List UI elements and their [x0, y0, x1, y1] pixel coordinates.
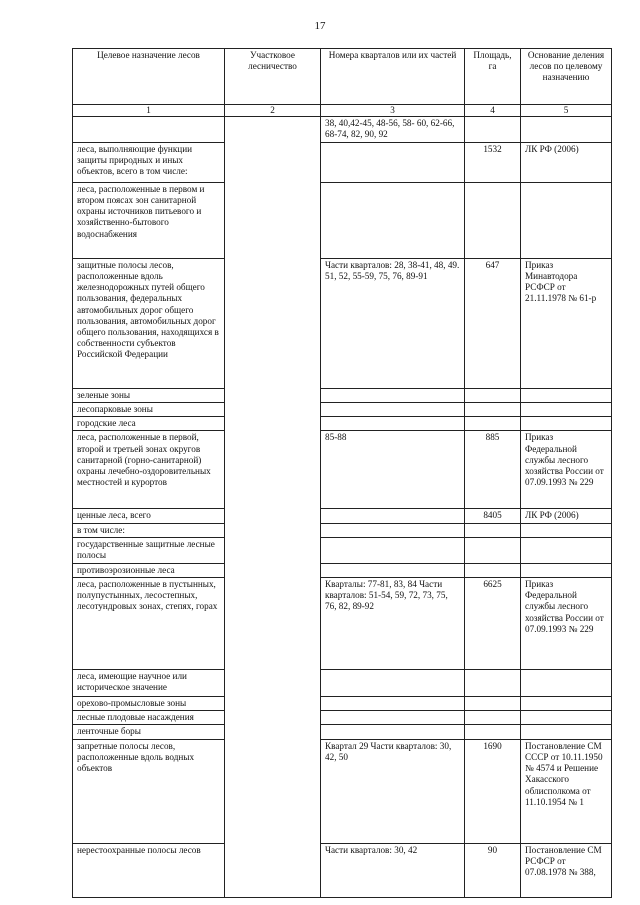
purpose-cell: леса, выполняющие функции защиты природных и иных объектов, всего в том числе:	[73, 142, 225, 182]
col-number: 4	[465, 105, 521, 117]
basis-cell	[521, 182, 612, 258]
table-row	[73, 417, 612, 431]
basis-cell: ЛК РФ (2006)	[521, 509, 612, 523]
purpose-cell	[73, 117, 225, 142]
purpose-cell: леса, расположенные в первом и втором поясах зон санитарной охраны источников питьевого и хозяйственно-бытового водоснабжения	[73, 182, 225, 258]
header-purpose: Целевое назначение лесов	[73, 49, 225, 105]
area-cell: 8405	[465, 509, 521, 523]
area-cell: 90	[465, 843, 521, 897]
purpose-cell: нерестоохранные полосы лесов	[73, 843, 225, 897]
quarters-cell	[321, 388, 465, 402]
header-area: Площадь, га	[465, 49, 521, 105]
area-cell: 647	[465, 258, 521, 388]
quarters-cell	[321, 696, 465, 710]
area-cell	[465, 117, 521, 142]
basis-cell	[521, 523, 612, 537]
basis-cell	[521, 711, 612, 725]
area-cell: 885	[465, 431, 521, 509]
quarters-cell: 38, 40,42-45, 48-56, 58- 60, 62-66, 68-74, 82, 90, 92	[321, 117, 465, 142]
table-row	[73, 843, 612, 897]
col-number: 5	[521, 105, 612, 117]
purpose-cell: лесные плодовые насаждения	[73, 711, 225, 725]
basis-cell	[521, 388, 612, 402]
table-row	[73, 388, 612, 402]
col-number: 1	[73, 105, 225, 117]
table-row	[73, 563, 612, 577]
area-cell	[465, 182, 521, 258]
area-cell	[465, 402, 521, 416]
basis-cell	[521, 563, 612, 577]
forest-purpose-table	[72, 48, 612, 898]
basis-cell	[521, 402, 612, 416]
quarters-cell: Кварталы: 77-81, 83, 84 Части кварталов: 51-54, 59, 72, 73, 75, 76, 82, 89-92	[321, 577, 465, 669]
area-cell	[465, 388, 521, 402]
basis-cell	[521, 117, 612, 142]
area-cell	[465, 711, 521, 725]
basis-cell: Приказ Минавтодора РСФСР от 21.11.1978 № 61-р	[521, 258, 612, 388]
quarters-cell	[321, 563, 465, 577]
purpose-cell: лесопарковые зоны	[73, 402, 225, 416]
table-row	[73, 711, 612, 725]
quarters-cell: Части кварталов: 30, 42	[321, 843, 465, 897]
forestry-cell	[225, 117, 321, 897]
table-row	[73, 402, 612, 416]
quarters-cell	[321, 417, 465, 431]
purpose-cell: государственные защитные лесные полосы	[73, 537, 225, 563]
table-row	[73, 669, 612, 696]
table-row	[73, 182, 612, 258]
quarters-cell	[321, 725, 465, 739]
purpose-cell: леса, расположенные в первой, второй и третьей зонах округов санитарной (горно-санитарной) охраны лечебно-оздоровительных местностей и курортов	[73, 431, 225, 509]
table-row	[73, 142, 612, 182]
area-cell	[465, 563, 521, 577]
purpose-cell: ценные леса, всего	[73, 509, 225, 523]
table-row	[73, 739, 612, 843]
quarters-cell	[321, 537, 465, 563]
purpose-cell: противоэрозионные леса	[73, 563, 225, 577]
area-cell	[465, 725, 521, 739]
purpose-cell: городские леса	[73, 417, 225, 431]
table-row	[73, 696, 612, 710]
area-cell	[465, 417, 521, 431]
quarters-cell	[321, 523, 465, 537]
purpose-cell: в том числе:	[73, 523, 225, 537]
basis-cell	[521, 696, 612, 710]
quarters-cell: 85-88	[321, 431, 465, 509]
table-row	[73, 577, 612, 669]
header-quarters: Номера кварталов или их частей	[321, 49, 465, 105]
table-row	[73, 509, 612, 523]
basis-cell: Постановление СМ СССР от 10.11.1950 № 4574 и Решение Хакасского облисполкома от 11.10.1954 № 1	[521, 739, 612, 843]
area-cell: 1690	[465, 739, 521, 843]
quarters-cell	[321, 182, 465, 258]
table-row	[73, 523, 612, 537]
basis-cell: ЛК РФ (2006)	[521, 142, 612, 182]
basis-cell: Приказ Федеральной службы лесного хозяйства России от 07.09.1993 № 229	[521, 577, 612, 669]
area-cell: 6625	[465, 577, 521, 669]
header-basis: Основание деления лесов по целевому назначению	[521, 49, 612, 105]
basis-cell	[521, 725, 612, 739]
purpose-cell: защитные полосы лесов, расположенные вдоль железнодорожных путей общего пользования, федеральных автомобильных дорог общего пользования, автомобильных дорог общего пользования, находящихся в собственности субъектов Российской Федерации	[73, 258, 225, 388]
quarters-cell: Квартал 29 Части кварталов: 30, 42, 50	[321, 739, 465, 843]
basis-cell	[521, 417, 612, 431]
area-cell	[465, 669, 521, 696]
col-number: 3	[321, 105, 465, 117]
basis-cell: Постановление СМ РСФСР от 07.08.1978 № 388,	[521, 843, 612, 897]
area-cell	[465, 537, 521, 563]
table-row	[73, 725, 612, 739]
purpose-cell: леса, имеющие научное или историческое значение	[73, 669, 225, 696]
table-row	[73, 117, 612, 142]
basis-cell	[521, 669, 612, 696]
quarters-cell	[321, 669, 465, 696]
table-row	[73, 537, 612, 563]
header-forestry: Участковое лесничество	[225, 49, 321, 105]
area-cell	[465, 523, 521, 537]
page-number: 17	[314, 20, 326, 32]
purpose-cell: ленточные боры	[73, 725, 225, 739]
quarters-cell	[321, 142, 465, 182]
quarters-cell	[321, 711, 465, 725]
area-cell	[465, 696, 521, 710]
purpose-cell: запретные полосы лесов, расположенные вдоль водных объектов	[73, 739, 225, 843]
col-number: 2	[225, 105, 321, 117]
purpose-cell: орехово-промысловые зоны	[73, 696, 225, 710]
purpose-cell: зеленые зоны	[73, 388, 225, 402]
basis-cell	[521, 537, 612, 563]
basis-cell: Приказ Федеральной службы лесного хозяйства России от 07.09.1993 № 229	[521, 431, 612, 509]
purpose-cell: леса, расположенные в пустынных, полупустынных, лесостепных, лесотундровых зонах, степях, горах	[73, 577, 225, 669]
quarters-cell: Части кварталов: 28, 38-41, 48, 49. 51, 52, 55-59, 75, 76, 89-91	[321, 258, 465, 388]
quarters-cell	[321, 402, 465, 416]
table-row	[73, 258, 612, 388]
table-row	[73, 431, 612, 509]
quarters-cell	[321, 509, 465, 523]
area-cell: 1532	[465, 142, 521, 182]
